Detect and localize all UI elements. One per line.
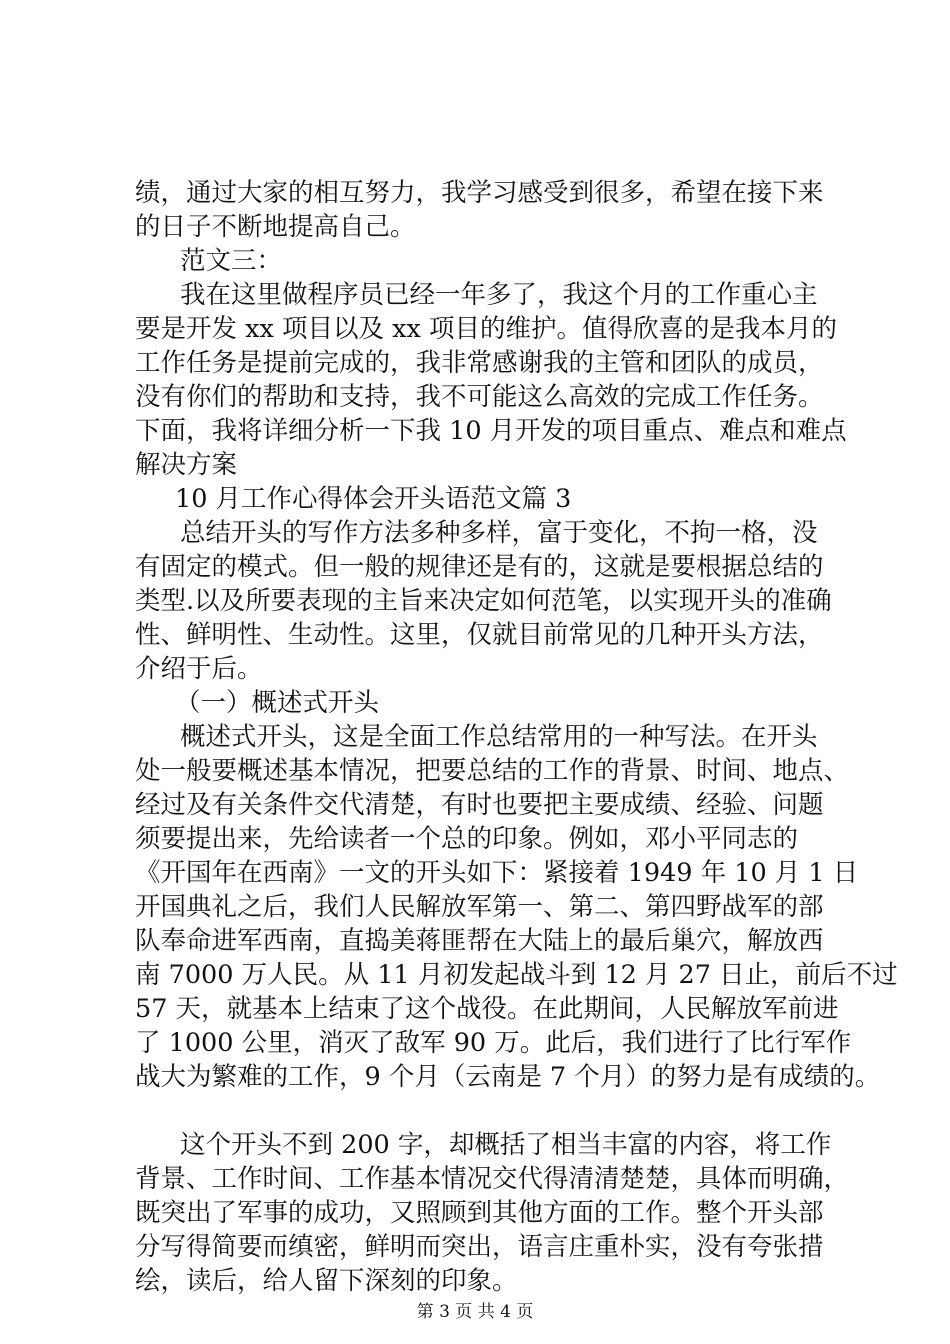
text-line: 绘，读后，给人留下深刻的印象。 [135, 1266, 518, 1296]
text-line: 性、鲜明性、生动性。这里，仅就目前常见的几种开头方法， [135, 620, 824, 650]
section-heading: 10 月工作心得体会开头语范文篇 3 [175, 484, 572, 514]
text-line: 队奉命进军西南，直捣美蒋匪帮在大陆上的最后巢穴，解放西 [135, 926, 824, 956]
text-line: 介绍于后。 [135, 654, 263, 684]
text-line: 解决方案 [135, 450, 238, 480]
section-heading: 范文三： [180, 246, 283, 276]
text-line: 既突出了军事的成功，又照顾到其他方面的工作。整个开头部 [135, 1198, 824, 1228]
text-line: 总结开头的写作方法多种多样，富于变化，不拘一格，没 [180, 518, 818, 548]
page-footer: 第 3 页 共 4 页 [416, 1302, 534, 1322]
text-line: 处一般要概述基本情况，把要总结的工作的背景、时间、地点、 [135, 756, 850, 786]
text-line: 概述式开头，这是全面工作总结常用的一种写法。在开头 [180, 722, 818, 752]
section-heading: （一）概述式开头 [175, 688, 380, 718]
text-line: 的日子不断地提高自己。 [135, 212, 416, 242]
text-line: 我在这里做程序员已经一年多了，我这个月的工作重心主 [180, 280, 818, 310]
text-line: 工作任务是提前完成的，我非常感谢我的主管和团队的成员， [135, 348, 824, 378]
text-line: 开国典礼之后，我们人民解放军第一、第二、第四野战军的部 [135, 892, 824, 922]
text-line: 有固定的模式。但一般的规律还是有的，这就是要根据总结的 [135, 552, 824, 582]
text-line: 战大为繁难的工作，9 个月（云南是 7 个月）的努力是有成绩的。 [135, 1062, 881, 1092]
text-line: 南 7000 万人民。从 11 月初发起战斗到 12 月 27 日止，前后不过 [135, 960, 898, 990]
text-line: 下面，我将详细分析一下我 10 月开发的项目重点、难点和难点 [135, 416, 847, 446]
text-line: 要是开发 xx 项目以及 xx 项目的维护。值得欣喜的是我本月的 [135, 314, 837, 344]
text-line: 了 1000 公里，消灭了敌军 90 万。此后，我们进行了比行军作 [135, 1028, 852, 1058]
text-line: 没有你们的帮助和支持，我不可能这么高效的完成工作任务。 [135, 382, 824, 412]
text-line: 《开国年在西南》一文的开头如下：紧接着 1949 年 10 月 1 日 [135, 858, 859, 888]
text-line: 类型.以及所要表现的主旨来决定如何范笔，以实现开头的准确 [135, 586, 832, 616]
text-line: 这个开头不到 200 字，却概括了相当丰富的内容，将工作 [180, 1130, 832, 1160]
text-line: 须要提出来，先给读者一个总的印象。例如，邓小平同志的 [135, 824, 799, 854]
text-line: 57 天，就基本上结束了这个战役。在此期间，人民解放军前进 [135, 994, 839, 1024]
text-line: 背景、工作时间、工作基本情况交代得清清楚楚，具体而明确， [135, 1164, 850, 1194]
text-line: 经过及有关条件交代清楚，有时也要把主要成绩、经验、问题 [135, 790, 824, 820]
text-line: 绩，通过大家的相互努力，我学习感受到很多，希望在接下来 [135, 178, 824, 208]
text-line: 分写得简要而缜密，鲜明而突出，语言庄重朴实，没有夸张措 [135, 1232, 824, 1262]
